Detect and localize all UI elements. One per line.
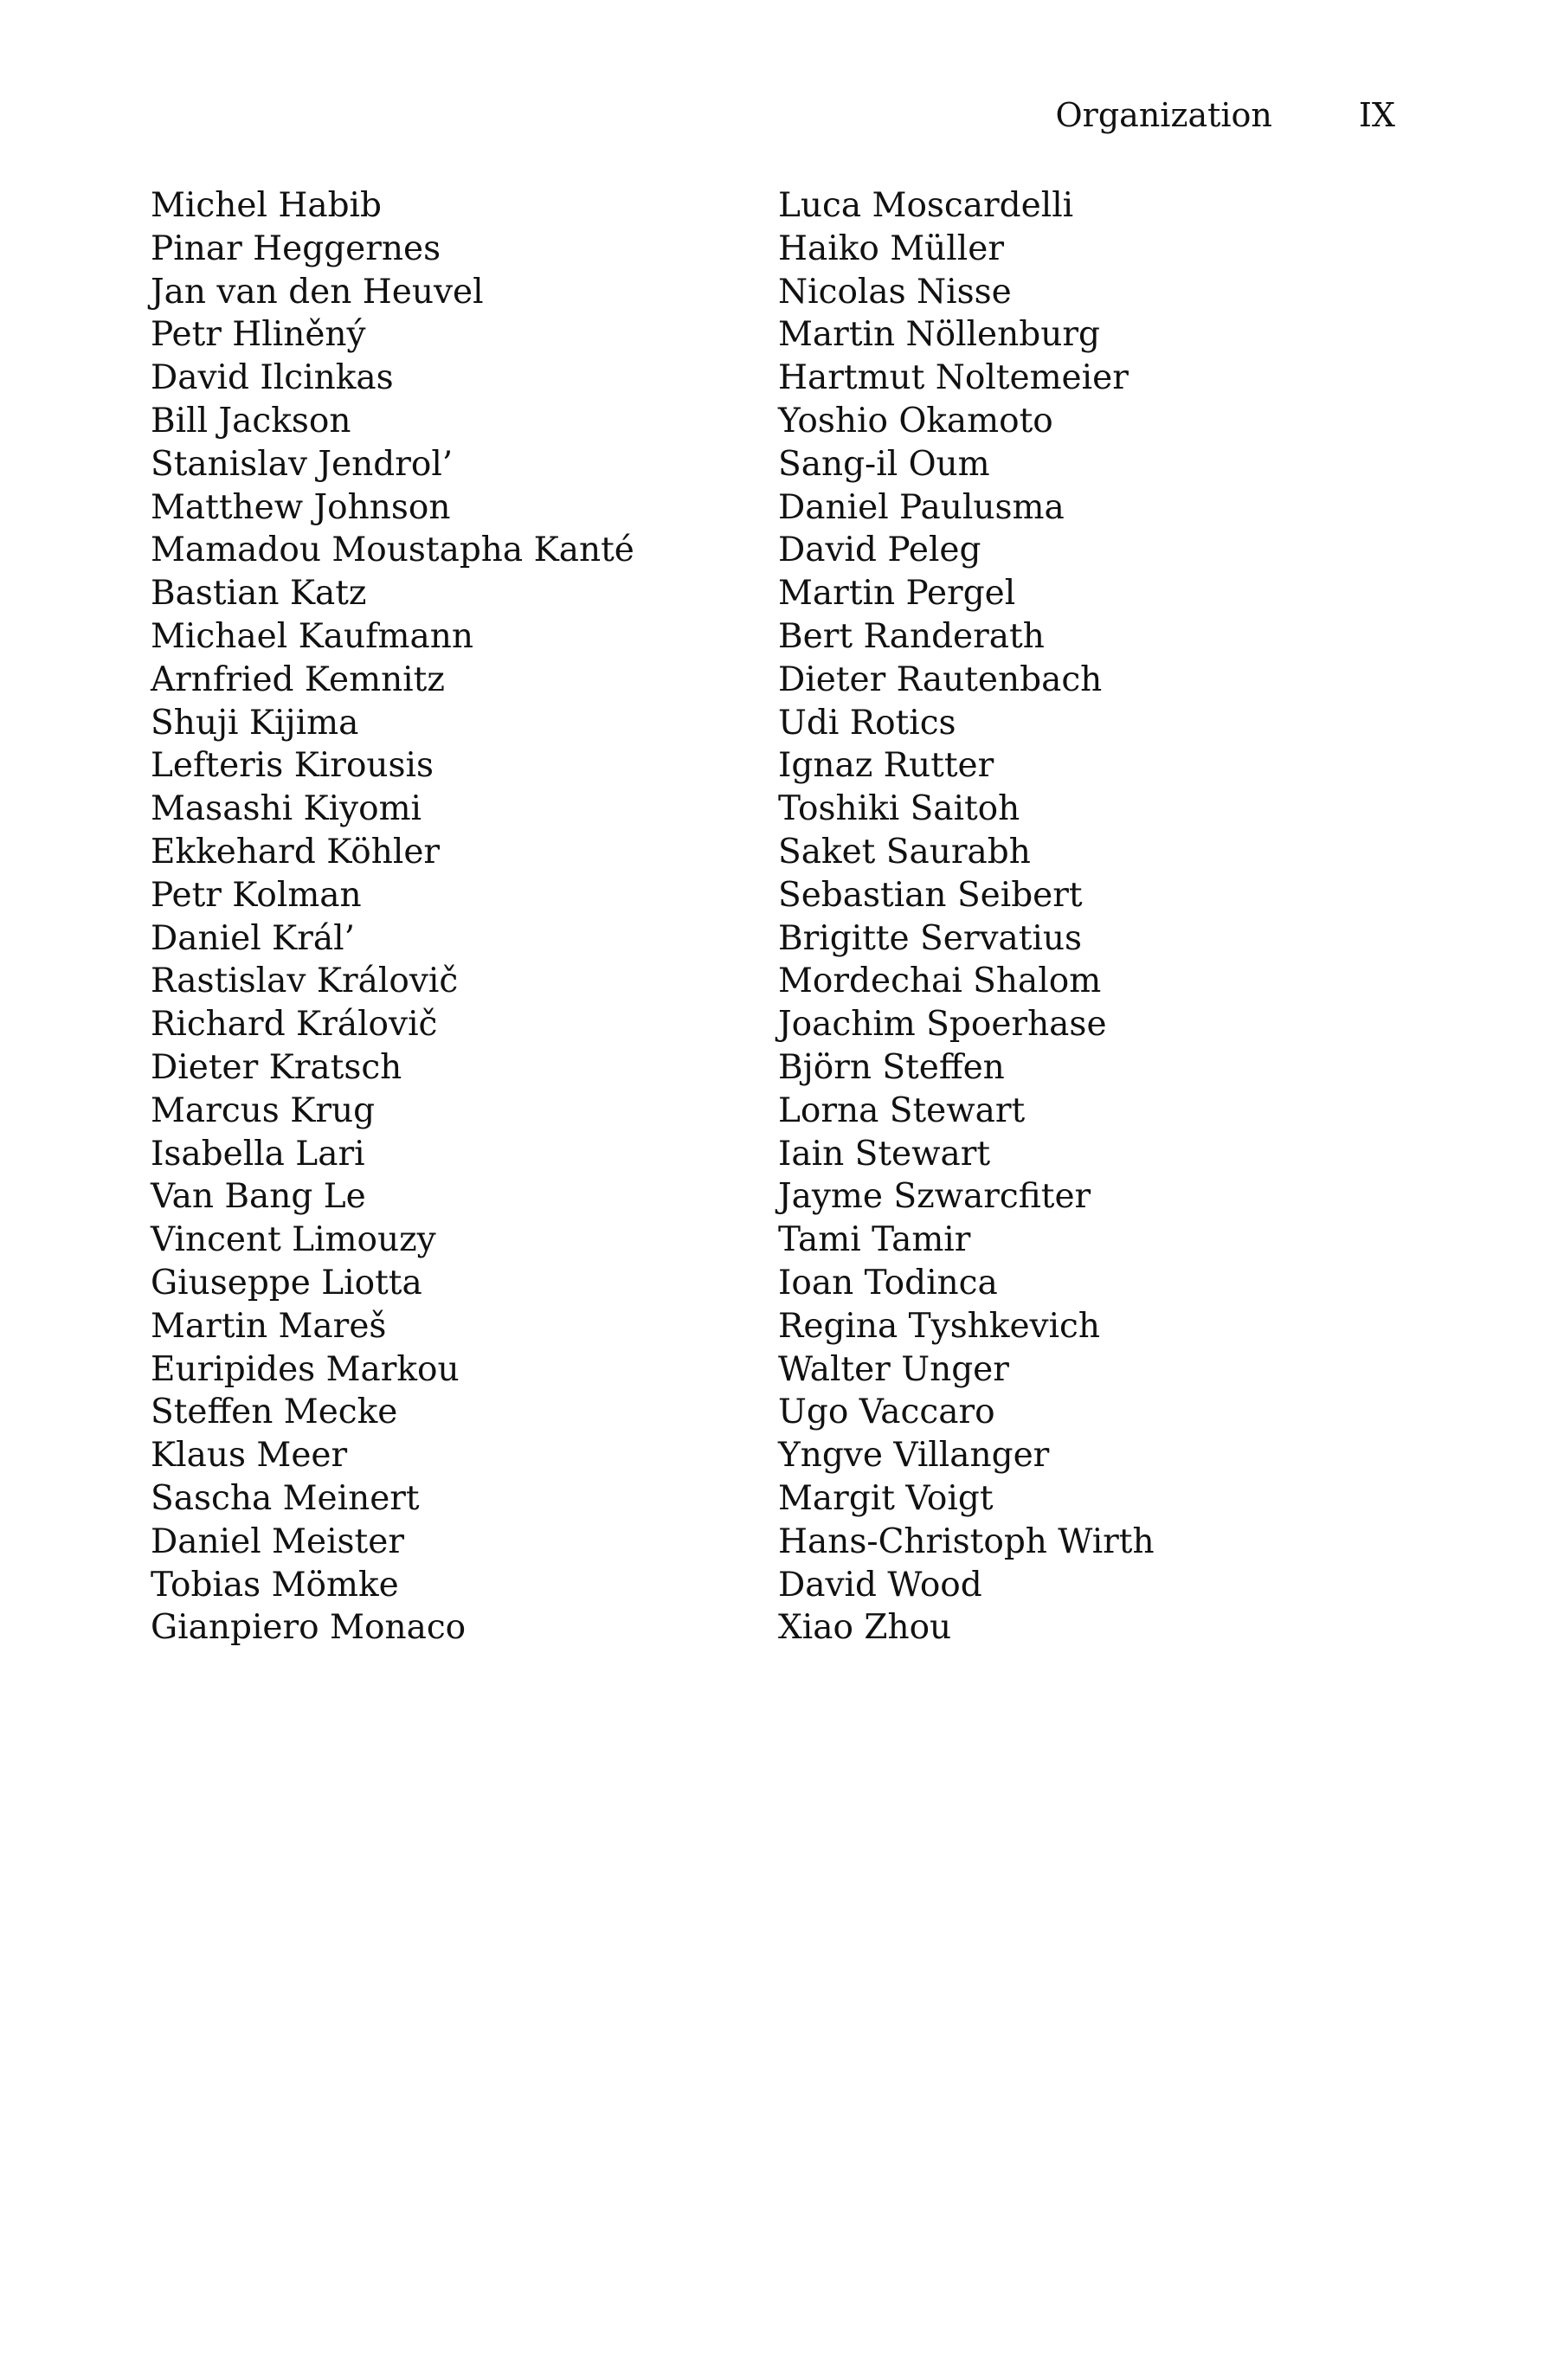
name-entry: Michael Kaufmann xyxy=(151,616,473,656)
name-entry: Lorna Stewart xyxy=(778,1090,1026,1130)
name-entry: Ioan Todinca xyxy=(778,1263,998,1303)
name-entry: Ugo Vaccaro xyxy=(778,1393,995,1432)
right-name-column xyxy=(778,184,1406,1650)
name-entry: Yoshio Okamoto xyxy=(778,401,1053,441)
name-entry: Isabella Lari xyxy=(151,1134,365,1174)
name-entry: Bert Randerath xyxy=(778,616,1045,656)
name-entry: Vincent Limouzy xyxy=(151,1220,436,1260)
name-entry: Sang-il Oum xyxy=(778,444,990,484)
name-entry: Margit Voigt xyxy=(778,1478,994,1518)
name-entry: Klaus Meer xyxy=(151,1436,348,1476)
name-entry: Iain Stewart xyxy=(778,1134,991,1174)
name-entry: David Peleg xyxy=(778,531,981,570)
name-entry: Rastislav Královič xyxy=(151,962,459,1001)
name-entry: Martin Nöllenburg xyxy=(778,315,1100,355)
name-entry: Masashi Kiyomi xyxy=(151,789,422,829)
name-entry: Michel Habib xyxy=(151,186,382,225)
name-entry: Hans-Christoph Wirth xyxy=(778,1521,1155,1561)
name-entry: Ekkehard Köhler xyxy=(151,832,441,872)
running-header xyxy=(1056,93,1395,137)
name-entry: David Wood xyxy=(778,1565,982,1605)
name-entry: Hartmut Noltemeier xyxy=(778,358,1129,398)
name-entry: Sascha Meinert xyxy=(151,1478,420,1518)
left-name-column xyxy=(151,184,778,1650)
name-entry: Ignaz Rutter xyxy=(778,746,994,786)
name-entry: Yngve Villanger xyxy=(778,1436,1050,1476)
name-entry: Euripides Markou xyxy=(151,1349,460,1389)
name-entry: Van Bang Le xyxy=(151,1177,366,1217)
name-entry: Toshiki Saitoh xyxy=(778,789,1020,829)
name-entry: Pinar Heggernes xyxy=(151,228,441,268)
name-entry: Haiko Müller xyxy=(778,228,1004,268)
name-entry: Nicolas Nisse xyxy=(778,272,1012,312)
name-entry: Mordechai Shalom xyxy=(778,962,1102,1001)
name-entry: Luca Moscardelli xyxy=(778,186,1074,225)
name-entry: Gianpiero Monaco xyxy=(151,1608,467,1648)
name-entry: Petr Kolman xyxy=(151,875,362,915)
name-entry: Richard Královič xyxy=(151,1005,438,1045)
name-entry: Joachim Spoerhase xyxy=(778,1005,1107,1045)
name-entry: Matthew Johnson xyxy=(151,487,451,527)
name-entry: Dieter Rautenbach xyxy=(778,659,1103,699)
section-title: Organization xyxy=(1055,96,1272,134)
name-entry: Regina Tyshkevich xyxy=(778,1306,1101,1346)
name-entry: Saket Saurabh xyxy=(778,832,1031,872)
name-entry: Xiao Zhou xyxy=(778,1608,952,1648)
name-entry: Martin Pergel xyxy=(778,574,1016,614)
name-entry: Brigitte Servatius xyxy=(778,918,1083,958)
name-entry: Stanislav Jendrol’ xyxy=(151,444,454,484)
name-entry: Daniel Král’ xyxy=(151,918,355,958)
name-entry: Jayme Szwarcfiter xyxy=(778,1177,1091,1217)
name-entry: Steffen Mecke xyxy=(151,1393,398,1432)
name-entry: David Ilcinkas xyxy=(151,358,394,398)
page-number: IX xyxy=(1358,96,1395,134)
name-entry: Sebastian Seibert xyxy=(778,875,1083,915)
name-entry: Bill Jackson xyxy=(151,401,351,441)
name-entry: Jan van den Heuvel xyxy=(151,272,484,312)
name-entry: Mamadou Moustapha Kanté xyxy=(151,531,634,570)
name-entry: Martin Mareš xyxy=(151,1306,387,1346)
name-entry: Dieter Kratsch xyxy=(151,1047,402,1087)
name-entry: Arnfried Kemnitz xyxy=(151,659,445,699)
name-entry: Daniel Paulusma xyxy=(778,487,1065,527)
name-entry: Lefteris Kirousis xyxy=(151,746,434,786)
name-entry: Tami Tamir xyxy=(778,1220,971,1260)
name-entry: Tobias Mömke xyxy=(151,1565,399,1605)
reviewer-name-list xyxy=(151,184,1406,1650)
name-entry: Daniel Meister xyxy=(151,1521,404,1561)
name-entry: Udi Rotics xyxy=(778,703,956,743)
name-entry: Petr Hliněný xyxy=(151,315,366,355)
name-entry: Shuji Kijima xyxy=(151,703,359,743)
name-entry: Bastian Katz xyxy=(151,574,367,614)
name-entry: Marcus Krug xyxy=(151,1090,376,1130)
name-entry: Björn Steffen xyxy=(778,1047,1005,1087)
name-entry: Walter Unger xyxy=(778,1349,1009,1389)
name-entry: Giuseppe Liotta xyxy=(151,1263,422,1303)
